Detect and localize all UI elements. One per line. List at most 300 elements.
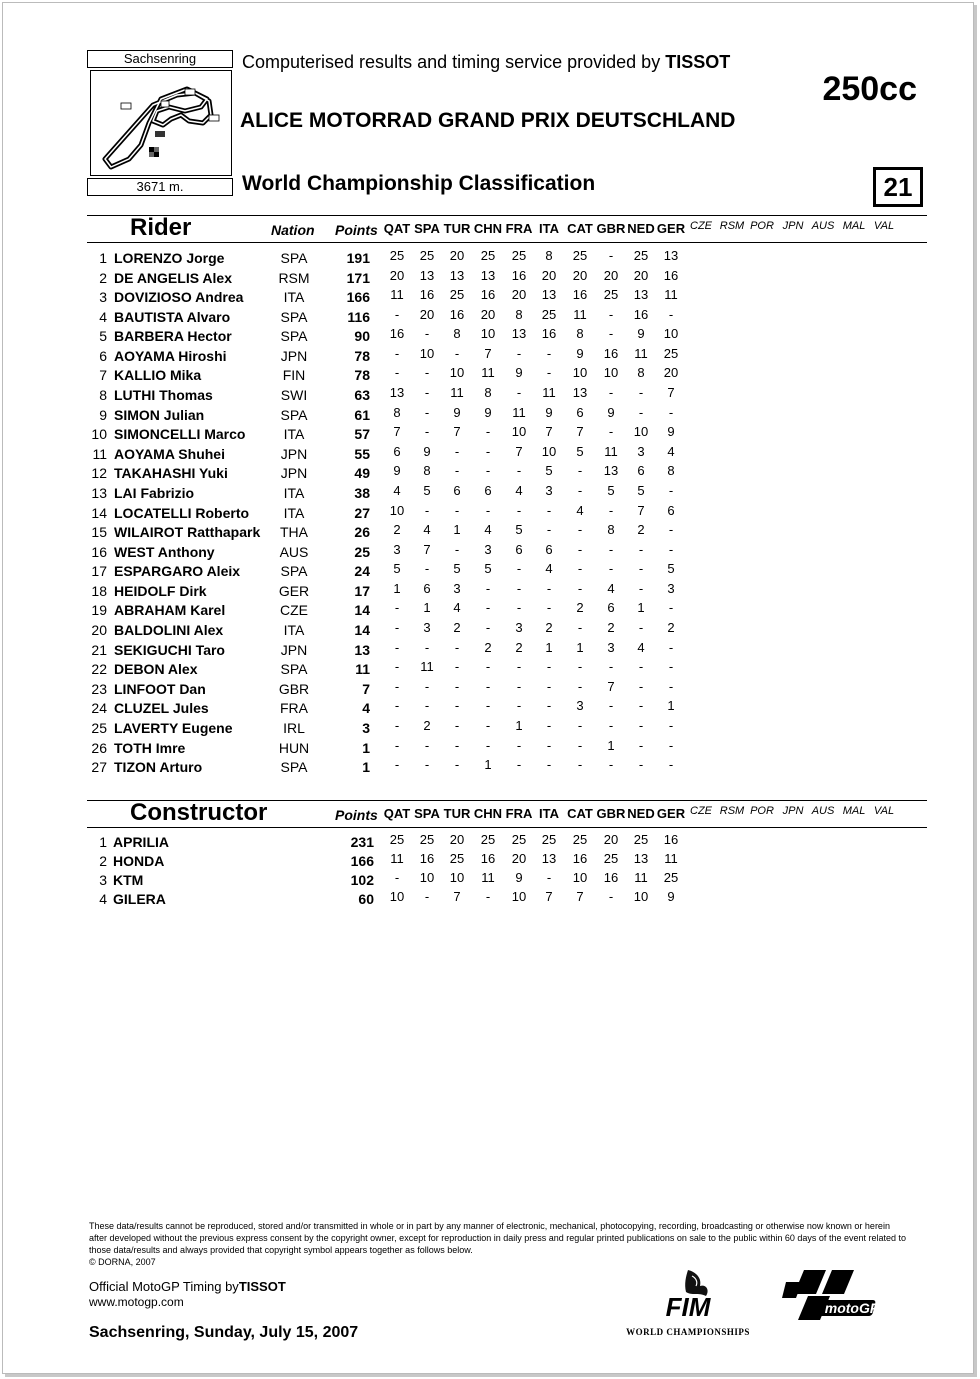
rider-score-fra: -	[516, 345, 522, 361]
constructor-score-ned: 11	[634, 870, 648, 885]
rider-score-spa: -	[424, 561, 430, 577]
rider-score-fra: 8	[515, 306, 523, 322]
race-header-qat: QAT	[383, 806, 411, 821]
rider-score-ita: 11	[542, 385, 556, 401]
race-header-spa: SPA	[414, 221, 440, 236]
rider-score-chn: 11	[481, 365, 495, 381]
race-header-rsm: RSM	[719, 805, 745, 817]
rider-points: 78	[354, 367, 370, 384]
constructor-score-fra: 10	[511, 889, 527, 904]
rider-points: 3	[362, 719, 370, 736]
copyright: © DORNA, 2007	[89, 1257, 156, 1267]
fim-caption: WORLD CHAMPIONSHIPS	[626, 1327, 750, 1337]
rider-nation: IRL	[283, 719, 305, 736]
rider-score-chn: 16	[480, 287, 496, 303]
rider-score-fra: -	[516, 698, 522, 714]
rider-position: 20	[91, 622, 107, 639]
constructor-score-ita: 25	[541, 832, 557, 847]
constructor-score-cat: 16	[572, 851, 588, 866]
rider-score-chn: 13	[480, 267, 496, 283]
rider-score-tur: 9	[453, 404, 461, 420]
rider-score-qat: 5	[393, 561, 401, 577]
rider-score-ita: -	[546, 659, 552, 675]
rider-score-ger: 13	[663, 248, 679, 263]
rider-position: 6	[99, 347, 107, 364]
rider-score-chn: -	[485, 502, 491, 518]
rider-score-spa: -	[424, 385, 430, 401]
rider-score-gbr: 10	[603, 365, 619, 381]
rider-score-spa: 6	[423, 580, 431, 596]
rider-nation: GER	[278, 582, 310, 599]
rider-nation: JPN	[280, 347, 308, 364]
race-header-val: VAL	[873, 805, 895, 817]
rider-score-spa: -	[424, 502, 430, 518]
rider-score-fra: 13	[511, 326, 527, 342]
rider-score-chn: -	[485, 678, 491, 694]
rider-score-chn: -	[485, 659, 491, 675]
rider-score-ger: 1	[667, 698, 675, 714]
rider-score-qat: 6	[393, 443, 401, 459]
rider-score-gbr: -	[608, 717, 614, 733]
rider-points: 25	[354, 543, 370, 560]
rider-score-ger: -	[668, 541, 674, 557]
race-header-val: VAL	[873, 220, 895, 232]
rider-score-tur: 2	[453, 620, 461, 636]
race-header-mal: MAL	[842, 220, 866, 232]
rider-score-ger: 6	[667, 502, 675, 518]
constructor-score-qat: -	[394, 870, 400, 885]
rider-score-spa: -	[424, 757, 430, 773]
rider-score-ned: 11	[634, 345, 648, 361]
rider-score-fra: 4	[515, 482, 523, 498]
rider-points: 63	[354, 387, 370, 404]
rider-title: Rider	[130, 214, 192, 241]
rider-score-ger: 3	[667, 580, 675, 596]
rider-score-spa: -	[424, 326, 430, 342]
rider-score-ger: -	[668, 737, 674, 753]
rider-score-cat: 16	[572, 287, 588, 303]
rider-score-tur: -	[454, 678, 460, 694]
rider-score-cat: -	[577, 522, 583, 538]
constructor-score-spa: -	[424, 889, 430, 904]
race-header-ita: ITA	[539, 806, 559, 821]
rider-score-ita: 5	[545, 463, 553, 479]
rider-score-cat: 9	[576, 345, 584, 361]
rider-score-ger: -	[668, 678, 674, 694]
rider-score-cat: 2	[576, 600, 584, 616]
rider-position: 19	[91, 602, 107, 619]
rider-name: LINFOOT Dan	[114, 680, 206, 697]
rider-score-ned: -	[638, 385, 644, 401]
rider-score-spa: 2	[423, 717, 431, 733]
rider-nation: ITA	[283, 289, 305, 306]
rider-score-ned: -	[638, 737, 644, 753]
rider-score-chn: -	[485, 698, 491, 714]
rider-position: 1	[99, 250, 107, 266]
rider-score-tur: 20	[449, 248, 465, 263]
rider-score-ned: -	[638, 678, 644, 694]
constructor-score-qat: 11	[390, 851, 404, 866]
rider-score-spa: -	[424, 639, 430, 655]
rider-score-fra: 25	[511, 248, 527, 263]
rider-points: 61	[354, 406, 370, 423]
rider-nation: SPA	[280, 250, 308, 266]
rider-position: 3	[99, 289, 107, 306]
rider-name: LOCATELLI Roberto	[114, 504, 250, 521]
race-header-cze: CZE	[690, 805, 712, 817]
rider-name: WEST Anthony	[114, 543, 215, 560]
constructor-score-qat: 25	[389, 832, 405, 847]
race-header-por: POR	[750, 805, 774, 817]
race-header-spa: SPA	[414, 806, 440, 821]
official-brand: TISSOT	[238, 1279, 286, 1294]
rider-score-tur: -	[454, 737, 460, 753]
rider-points: 27	[354, 504, 370, 521]
rider-score-ger: 8	[667, 463, 675, 479]
rider-score-cat: 7	[576, 424, 584, 440]
rider-score-ned: 5	[637, 482, 645, 498]
constructor-row	[0, 891, 980, 910]
rider-score-chn: 4	[484, 522, 492, 538]
rider-score-ita: -	[546, 678, 552, 694]
rider-score-spa: 16	[419, 287, 435, 303]
rider-name: ABRAHAM Karel	[114, 602, 226, 619]
rider-score-qat: 1	[393, 580, 401, 596]
rider-nation: ITA	[283, 622, 305, 639]
rider-score-gbr: 16	[603, 345, 619, 361]
rider-score-qat: -	[394, 600, 400, 616]
rider-nation: ITA	[283, 484, 305, 501]
rider-score-cat: 5	[576, 443, 584, 459]
rider-score-ger: 10	[663, 326, 679, 342]
rider-score-gbr: -	[608, 561, 614, 577]
rider-score-ita: 3	[545, 482, 553, 498]
rider-score-ger: -	[668, 404, 674, 420]
rider-score-gbr: -	[608, 541, 614, 557]
rider-position: 14	[91, 504, 107, 521]
rider-score-chn: -	[485, 717, 491, 733]
rider-score-tur: 3	[453, 580, 461, 596]
rider-score-tur: 8	[453, 326, 461, 342]
rider-score-gbr: -	[608, 385, 614, 401]
rider-score-ita: -	[546, 757, 552, 773]
round-number: 21	[873, 167, 923, 207]
race-header-gbr: GBR	[596, 221, 626, 236]
rider-score-ned: 3	[637, 443, 645, 459]
classification-title: World Championship Classification	[242, 172, 596, 195]
race-header-cze: CZE	[690, 220, 712, 232]
rider-score-ita: 20	[541, 267, 557, 283]
rider-score-spa: -	[424, 737, 430, 753]
rider-score-spa: -	[424, 365, 430, 381]
race-header-ned: NED	[627, 221, 655, 236]
race-header-ger: GER	[656, 806, 686, 821]
rider-score-tur: -	[454, 717, 460, 733]
rider-score-spa: 7	[423, 541, 431, 557]
rider-score-ita: -	[546, 698, 552, 714]
rider-position: 26	[91, 739, 107, 756]
rider-position: 21	[91, 641, 107, 658]
rider-nation: SWI	[280, 387, 308, 404]
rider-score-qat: -	[394, 678, 400, 694]
rider-score-fra: 10	[511, 424, 527, 440]
rider-score-gbr: -	[608, 248, 614, 263]
rider-score-cat: -	[577, 561, 583, 577]
rider-score-tur: 7	[453, 424, 461, 440]
rider-score-chn: -	[485, 463, 491, 479]
website-url[interactable]: www.motogp.com	[89, 1295, 184, 1309]
rider-score-ita: 6	[545, 541, 553, 557]
rider-score-chn: 7	[484, 345, 492, 361]
rider-score-ita: -	[546, 580, 552, 596]
rider-nation: JPN	[280, 465, 308, 482]
circuit-box	[87, 50, 233, 194]
rider-score-spa: 25	[419, 248, 435, 263]
rider-score-fra: 5	[515, 522, 523, 538]
rider-score-ger: -	[668, 717, 674, 733]
rider-score-ned: 13	[633, 287, 649, 303]
rider-position: 8	[99, 387, 107, 404]
rider-score-ned: 1	[637, 600, 645, 616]
rider-score-gbr: 1	[607, 737, 615, 753]
constructor-score-chn: 16	[480, 851, 496, 866]
motogp-logo	[782, 1268, 888, 1332]
rider-score-gbr: 5	[607, 482, 615, 498]
rider-score-ita: 13	[541, 287, 557, 303]
rider-score-qat: -	[394, 345, 400, 361]
rider-score-qat: 13	[389, 385, 405, 401]
rider-name: DEBON Alex	[114, 661, 198, 678]
constructor-score-tur: 7	[453, 889, 461, 904]
race-header-jpn: JPN	[782, 805, 804, 817]
rider-position: 27	[91, 759, 107, 776]
rider-points: 166	[346, 289, 370, 306]
rider-score-tur: -	[454, 639, 460, 655]
rider-score-fra: 1	[515, 717, 523, 733]
rider-score-cat: 4	[576, 502, 584, 518]
rider-score-qat: 25	[389, 248, 405, 263]
rider-score-gbr: -	[608, 306, 614, 322]
rider-score-gbr: 8	[607, 522, 615, 538]
rider-score-fra: -	[516, 463, 522, 479]
fim-logo	[626, 1268, 750, 1338]
rider-score-fra: 9	[515, 365, 523, 381]
fim-logo-text: FIM	[665, 1292, 711, 1318]
rider-score-spa: 4	[423, 522, 431, 538]
rider-name: SIMON Julian	[114, 406, 205, 423]
constructor-score-gbr: 20	[603, 832, 619, 847]
rider-score-gbr: 13	[603, 463, 619, 479]
rider-score-fra: -	[516, 659, 522, 675]
rider-score-ger: -	[668, 482, 674, 498]
provider-text: Computerised results and timing service provided by	[242, 52, 661, 72]
race-header-tur: TUR	[443, 221, 471, 236]
rider-score-ned: -	[638, 580, 644, 596]
rider-score-ned: -	[638, 698, 644, 714]
constructor-score-chn: -	[485, 889, 491, 904]
rider-score-fra: 16	[511, 267, 527, 283]
constructor-name: GILERA	[113, 891, 166, 907]
provider-brand: TISSOT	[665, 52, 731, 72]
rider-score-qat: -	[394, 659, 400, 675]
rider-name: TOTH Imre	[114, 739, 186, 756]
rider-nation: SPA	[280, 661, 308, 678]
rider-score-ned: 7	[637, 502, 645, 518]
constructor-score-cat: 25	[572, 832, 588, 847]
race-header-fra: FRA	[505, 806, 533, 821]
rider-score-chn: 3	[484, 541, 492, 557]
rider-nation: SPA	[280, 563, 308, 580]
rider-score-gbr: 9	[607, 404, 615, 420]
rider-score-chn: -	[485, 737, 491, 753]
race-header-gbr: GBR	[596, 806, 626, 821]
rider-score-tur: 1	[453, 522, 461, 538]
rider-score-ita: 8	[545, 248, 553, 263]
rider-score-chn: 5	[484, 561, 492, 577]
rider-score-ita: 2	[545, 620, 553, 636]
legal-notice	[89, 1220, 909, 1268]
rider-name: TIZON Arturo	[114, 759, 203, 776]
rider-score-ita: -	[546, 737, 552, 753]
rider-row	[0, 759, 980, 779]
rider-score-fra: -	[516, 678, 522, 694]
rider-position: 16	[91, 543, 107, 560]
rider-score-qat: 11	[390, 287, 404, 303]
rider-score-qat: 20	[389, 267, 405, 283]
rider-score-cat: -	[577, 659, 583, 675]
race-header-chn: CHN	[473, 221, 503, 236]
rider-score-cat: 6	[576, 404, 584, 420]
circuit-length: 3671 m.	[87, 178, 233, 196]
rider-position: 7	[99, 367, 107, 384]
rider-score-spa: 13	[419, 267, 435, 283]
rider-nation: THA	[280, 524, 308, 541]
rider-score-chn: -	[485, 424, 491, 440]
rider-score-gbr: 4	[607, 580, 615, 596]
rider-score-ger: -	[668, 757, 674, 773]
rider-name: LAI Fabrizio	[114, 484, 195, 501]
rider-name: CLUZEL Jules	[114, 700, 209, 717]
rider-score-qat: 4	[393, 482, 401, 498]
rider-score-spa: -	[424, 424, 430, 440]
rider-score-ger: -	[668, 306, 674, 322]
constructor-score-fra: 9	[515, 870, 523, 885]
constructor-name: KTM	[113, 872, 144, 888]
rider-score-gbr: 25	[603, 287, 619, 303]
constructor-position: 3	[99, 872, 107, 888]
constructor-score-gbr: 16	[603, 870, 619, 885]
rider-score-cat: -	[577, 620, 583, 636]
rider-score-ger: -	[668, 659, 674, 675]
rider-nation: SPA	[280, 308, 308, 325]
rider-score-chn: -	[485, 443, 491, 459]
rider-position: 17	[91, 563, 107, 580]
rider-score-cat: -	[577, 580, 583, 596]
circuit-map	[90, 70, 232, 176]
rider-score-qat: -	[394, 698, 400, 714]
race-header-cat: CAT	[567, 221, 593, 236]
rider-score-ned: -	[638, 659, 644, 675]
official-text: Official MotoGP Timing by	[89, 1279, 239, 1294]
constructor-score-qat: 10	[389, 889, 405, 904]
rider-nation: CZE	[280, 602, 308, 619]
race-header-jpn: JPN	[782, 220, 804, 232]
rider-score-gbr: -	[608, 424, 614, 440]
race-header-aus: AUS	[811, 220, 835, 232]
rider-score-ger: 9	[667, 424, 675, 440]
rider-points: 171	[346, 269, 370, 286]
rider-name: SEKIGUCHI Taro	[114, 641, 225, 658]
rider-position: 11	[92, 445, 107, 462]
rider-score-ita: -	[546, 345, 552, 361]
constructor-points: 102	[350, 872, 374, 888]
constructor-name: APRILIA	[113, 834, 169, 850]
rider-score-fra: -	[516, 580, 522, 596]
constructor-score-ita: 13	[541, 851, 557, 866]
legal-text: These data/results cannot be reproduced, stored and/or transmitted in whole or in part by any manner of electronic, mechanical, photocopying, recording, broadcasting or otherwise now known or herein after developed without the previous express consent by the copyright owner, except for reproduction in daily press and regular printed publications on sale to the public within 60 days of the event related to those data/results and always provided that copyright symbol appears together as follows below.	[89, 1221, 906, 1255]
race-header-rsm: RSM	[719, 220, 745, 232]
rider-nation: AUS	[279, 543, 309, 560]
rider-score-ned: 16	[633, 306, 649, 322]
rider-score-tur: -	[454, 502, 460, 518]
rider-score-ger: 25	[663, 345, 679, 361]
rider-points: 14	[354, 622, 370, 639]
rider-name: ESPARGARO Aleix	[114, 563, 241, 580]
rider-points: 1	[362, 759, 370, 776]
rider-score-gbr: -	[608, 326, 614, 342]
rider-points: 90	[354, 328, 370, 345]
rider-score-spa: 5	[423, 482, 431, 498]
rider-position: 12	[91, 465, 107, 482]
rider-score-fra: -	[516, 561, 522, 577]
rider-score-ita: -	[546, 365, 552, 381]
rider-nation: HUN	[278, 739, 310, 756]
rider-score-qat: -	[394, 639, 400, 655]
constructor-position: 1	[99, 834, 107, 850]
constructor-position: 2	[99, 853, 107, 869]
constructor-score-ned: 25	[633, 832, 649, 847]
race-header-chn: CHN	[473, 806, 503, 821]
race-header-ned: NED	[627, 806, 655, 821]
constructor-score-chn: 11	[481, 870, 495, 885]
rider-score-qat: 7	[393, 424, 401, 440]
race-header-por: POR	[750, 220, 774, 232]
rider-score-chn: 1	[484, 757, 492, 773]
rider-score-ita: -	[546, 600, 552, 616]
rider-nation: JPN	[280, 445, 308, 462]
rider-score-ger: 4	[667, 443, 675, 459]
rider-score-spa: 1	[423, 600, 431, 616]
rider-nation: JPN	[280, 641, 308, 658]
rider-position: 18	[91, 582, 107, 599]
rider-score-ned: -	[638, 717, 644, 733]
rider-points: 4	[362, 700, 370, 717]
rider-score-tur: 25	[449, 287, 465, 303]
rider-score-ger: -	[668, 600, 674, 616]
rider-name: AOYAMA Shuhei	[114, 445, 225, 462]
rider-score-gbr: -	[608, 757, 614, 773]
rider-score-fra: 3	[515, 620, 523, 636]
event-name: ALICE MOTORRAD GRAND PRIX DEUTSCHLAND	[240, 109, 736, 132]
rider-score-ger: -	[668, 639, 674, 655]
rider-score-tur: 11	[450, 385, 464, 401]
rider-position: 9	[99, 406, 107, 423]
race-header-ita: ITA	[539, 221, 559, 236]
rider-score-qat: -	[394, 717, 400, 733]
rider-points: 13	[354, 641, 370, 658]
rider-points: 116	[347, 308, 370, 325]
race-header-mal: MAL	[842, 805, 866, 817]
